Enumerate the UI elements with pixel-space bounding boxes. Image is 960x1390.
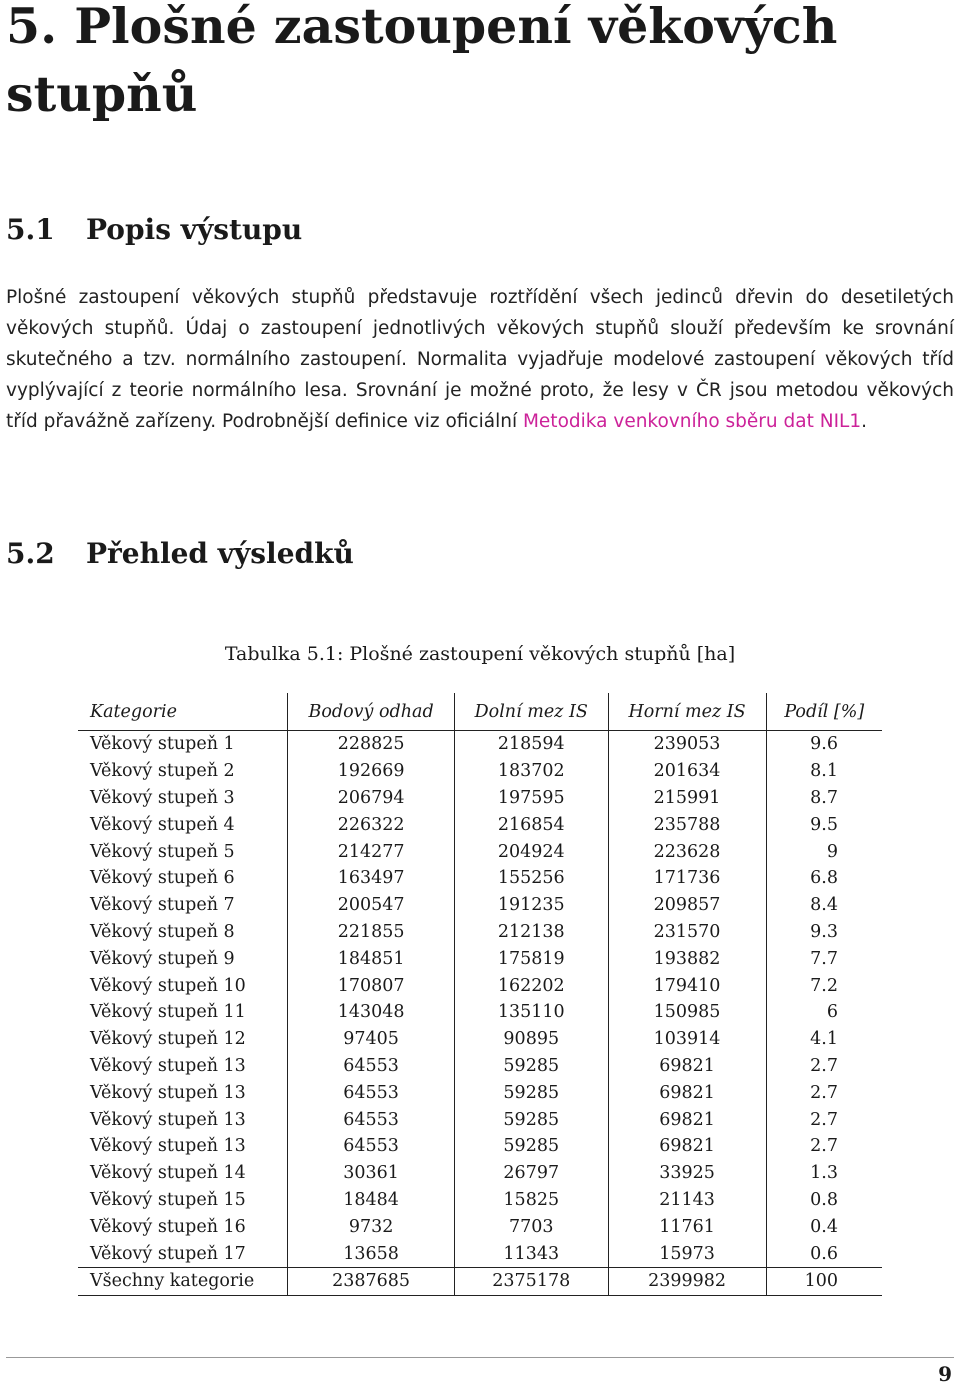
cell-lower-bound: 204924 bbox=[454, 838, 608, 865]
table-row bbox=[78, 785, 882, 812]
table-body bbox=[78, 731, 882, 1296]
cell-point-estimate: 163497 bbox=[288, 865, 455, 892]
table-row bbox=[78, 1160, 882, 1187]
cell-category: Věkový stupeň 14 bbox=[90, 1163, 246, 1184]
cell-upper-bound: 33925 bbox=[608, 1160, 766, 1187]
cell-share: 8.1 bbox=[766, 758, 882, 785]
cell-upper-bound: 223628 bbox=[608, 838, 766, 865]
table-row bbox=[78, 1053, 882, 1080]
cell-upper-bound: 15973 bbox=[608, 1240, 766, 1267]
cell-lower-bound: 216854 bbox=[454, 811, 608, 838]
cell-lower-bound: 155256 bbox=[454, 865, 608, 892]
cell-lower-bound: 212138 bbox=[454, 919, 608, 946]
cell-upper-bound: 2399982 bbox=[608, 1267, 766, 1295]
cell-share: 7.7 bbox=[766, 945, 882, 972]
section-heading-popis bbox=[6, 212, 906, 248]
table-row bbox=[78, 1240, 882, 1267]
cell-category: Věkový stupeň 13 bbox=[90, 1136, 246, 1157]
cell-share: 9.5 bbox=[766, 811, 882, 838]
table-row bbox=[78, 1187, 882, 1214]
methodology-link[interactable]: Metodika venkovního sběru dat NIL1 bbox=[522, 411, 862, 432]
cell-point-estimate: 64553 bbox=[288, 1106, 455, 1133]
cell-point-estimate: 9732 bbox=[288, 1213, 455, 1240]
cell-lower-bound: 7703 bbox=[454, 1213, 608, 1240]
cell-point-estimate: 228825 bbox=[288, 731, 455, 758]
cell-category: Věkový stupeň 3 bbox=[90, 787, 235, 808]
section-number: 5.1 bbox=[6, 213, 55, 246]
column-header-upper-bound: Horní mez IS bbox=[608, 693, 766, 731]
table-row bbox=[78, 945, 882, 972]
cell-upper-bound: 215991 bbox=[608, 785, 766, 812]
cell-upper-bound: 11761 bbox=[608, 1213, 766, 1240]
paragraph-end: . bbox=[861, 411, 867, 432]
section-title-text: Popis výstupu bbox=[86, 213, 303, 246]
table-row bbox=[78, 1026, 882, 1053]
cell-share: 100 bbox=[766, 1267, 882, 1295]
cell-upper-bound: 171736 bbox=[608, 865, 766, 892]
cell-point-estimate: 13658 bbox=[288, 1240, 455, 1267]
table-row bbox=[78, 999, 882, 1026]
chapter-title: 5. Plošné zastoupení věkových stupňů bbox=[6, 0, 838, 123]
cell-lower-bound: 11343 bbox=[454, 1240, 608, 1267]
cell-category: Věkový stupeň 9 bbox=[90, 948, 235, 969]
section-number: 5.2 bbox=[6, 537, 55, 570]
table-row bbox=[78, 972, 882, 999]
cell-upper-bound: 69821 bbox=[608, 1079, 766, 1106]
cell-category: Věkový stupeň 13 bbox=[90, 1082, 246, 1103]
cell-point-estimate: 206794 bbox=[288, 785, 455, 812]
cell-category: Věkový stupeň 1 bbox=[90, 734, 235, 755]
table-row bbox=[78, 838, 882, 865]
column-header-share: Podíl [%] bbox=[766, 693, 882, 731]
table-row bbox=[78, 731, 882, 758]
cell-point-estimate: 170807 bbox=[288, 972, 455, 999]
cell-share: 8.4 bbox=[766, 892, 882, 919]
cell-category: Věkový stupeň 17 bbox=[90, 1243, 246, 1264]
cell-upper-bound: 235788 bbox=[608, 811, 766, 838]
cell-upper-bound: 193882 bbox=[608, 945, 766, 972]
table-row bbox=[78, 1106, 882, 1133]
column-header-point-estimate: Bodový odhad bbox=[288, 693, 455, 731]
cell-lower-bound: 26797 bbox=[454, 1160, 608, 1187]
table-row bbox=[78, 892, 882, 919]
cell-point-estimate: 64553 bbox=[288, 1079, 455, 1106]
cell-category: Věkový stupeň 13 bbox=[90, 1109, 246, 1130]
cell-category: Věkový stupeň 13 bbox=[90, 1055, 246, 1076]
cell-lower-bound: 90895 bbox=[454, 1026, 608, 1053]
cell-share: 7.2 bbox=[766, 972, 882, 999]
cell-share: 9.3 bbox=[766, 919, 882, 946]
cell-point-estimate: 97405 bbox=[288, 1026, 455, 1053]
cell-category: Věkový stupeň 10 bbox=[90, 975, 246, 996]
cell-upper-bound: 69821 bbox=[608, 1106, 766, 1133]
cell-upper-bound: 209857 bbox=[608, 892, 766, 919]
cell-lower-bound: 59285 bbox=[454, 1053, 608, 1080]
cell-share: 1.3 bbox=[766, 1160, 882, 1187]
cell-upper-bound: 103914 bbox=[608, 1026, 766, 1053]
cell-point-estimate: 192669 bbox=[288, 758, 455, 785]
cell-category: Věkový stupeň 16 bbox=[90, 1216, 246, 1237]
cell-share: 9.6 bbox=[766, 731, 882, 758]
cell-share: 0.4 bbox=[766, 1213, 882, 1240]
cell-upper-bound: 150985 bbox=[608, 999, 766, 1026]
cell-lower-bound: 191235 bbox=[454, 892, 608, 919]
table-row bbox=[78, 1079, 882, 1106]
cell-upper-bound: 239053 bbox=[608, 731, 766, 758]
description-paragraph bbox=[6, 282, 954, 437]
cell-point-estimate: 226322 bbox=[288, 811, 455, 838]
cell-category: Věkový stupeň 7 bbox=[90, 895, 235, 916]
paragraph-text: Plošné zastoupení věkových stupňů představuje roztřídění všech jedinců dřevin do desetiletých věkových stupňů. Údaj o zastoupení jednotlivých věkových stupňů slouží především ke srovnání skutečného a tzv. normálního zastoupení. Normalita vyjadřuje modelové zastoupení věkových tříd vyplývající z teorie normálního lesa. Srovnání je možné proto, že lesy v ČR jsou metodou věkových tříd přavážně zařízeny. Podrobnější definice viz oficiální bbox=[6, 287, 954, 432]
cell-upper-bound: 21143 bbox=[608, 1187, 766, 1214]
cell-share: 8.7 bbox=[766, 785, 882, 812]
cell-share: 0.6 bbox=[766, 1240, 882, 1267]
cell-category: Věkový stupeň 12 bbox=[90, 1029, 246, 1050]
cell-share: 2.7 bbox=[766, 1106, 882, 1133]
cell-point-estimate: 2387685 bbox=[288, 1267, 455, 1295]
section-title-text: Přehled výsledků bbox=[86, 537, 354, 570]
cell-lower-bound: 162202 bbox=[454, 972, 608, 999]
cell-upper-bound: 69821 bbox=[608, 1133, 766, 1160]
cell-category: Věkový stupeň 2 bbox=[90, 761, 235, 782]
cell-point-estimate: 184851 bbox=[288, 945, 455, 972]
table-row bbox=[78, 758, 882, 785]
cell-point-estimate: 221855 bbox=[288, 919, 455, 946]
cell-share: 4.1 bbox=[766, 1026, 882, 1053]
cell-share: 2.7 bbox=[766, 1133, 882, 1160]
cell-point-estimate: 64553 bbox=[288, 1133, 455, 1160]
cell-share: 0.8 bbox=[766, 1187, 882, 1214]
cell-share: 2.7 bbox=[766, 1053, 882, 1080]
cell-upper-bound: 179410 bbox=[608, 972, 766, 999]
cell-share: 2.7 bbox=[766, 1079, 882, 1106]
cell-upper-bound: 69821 bbox=[608, 1053, 766, 1080]
table-row bbox=[78, 919, 882, 946]
table-row bbox=[78, 1213, 882, 1240]
cell-lower-bound: 183702 bbox=[454, 758, 608, 785]
cell-category: Věkový stupeň 5 bbox=[90, 841, 235, 862]
column-header-category: Kategorie bbox=[78, 693, 288, 731]
cell-lower-bound: 135110 bbox=[454, 999, 608, 1026]
section-heading-prehled bbox=[6, 536, 906, 572]
cell-point-estimate: 30361 bbox=[288, 1160, 455, 1187]
table-header-row bbox=[78, 693, 882, 731]
table-caption: Tabulka 5.1: Plošné zastoupení věkových stupňů [ha] bbox=[224, 643, 736, 665]
column-header-lower-bound: Dolní mez IS bbox=[454, 693, 608, 731]
table-row bbox=[78, 811, 882, 838]
cell-category: Věkový stupeň 6 bbox=[90, 868, 235, 889]
cell-share: 9 bbox=[766, 838, 882, 865]
table-total-row bbox=[78, 1267, 882, 1295]
table-row bbox=[78, 1133, 882, 1160]
cell-lower-bound: 59285 bbox=[454, 1079, 608, 1106]
cell-lower-bound: 2375178 bbox=[454, 1267, 608, 1295]
footer-divider bbox=[6, 1357, 954, 1358]
cell-lower-bound: 59285 bbox=[454, 1133, 608, 1160]
cell-category: Věkový stupeň 8 bbox=[90, 921, 235, 942]
cell-lower-bound: 59285 bbox=[454, 1106, 608, 1133]
cell-share: 6 bbox=[766, 999, 882, 1026]
cell-point-estimate: 143048 bbox=[288, 999, 455, 1026]
table-row bbox=[78, 865, 882, 892]
cell-point-estimate: 64553 bbox=[288, 1053, 455, 1080]
cell-point-estimate: 214277 bbox=[288, 838, 455, 865]
cell-share: 6.8 bbox=[766, 865, 882, 892]
cell-point-estimate: 18484 bbox=[288, 1187, 455, 1214]
cell-upper-bound: 201634 bbox=[608, 758, 766, 785]
cell-lower-bound: 197595 bbox=[454, 785, 608, 812]
cell-category: Věkový stupeň 4 bbox=[90, 814, 235, 835]
cell-category: Všechny kategorie bbox=[78, 1267, 288, 1295]
cell-point-estimate: 200547 bbox=[288, 892, 455, 919]
cell-category: Věkový stupeň 11 bbox=[90, 1002, 246, 1023]
page-number: 9 bbox=[938, 1362, 952, 1386]
cell-lower-bound: 15825 bbox=[454, 1187, 608, 1214]
cell-category: Věkový stupeň 15 bbox=[90, 1189, 246, 1210]
cell-lower-bound: 218594 bbox=[454, 731, 608, 758]
cell-lower-bound: 175819 bbox=[454, 945, 608, 972]
cell-upper-bound: 231570 bbox=[608, 919, 766, 946]
age-class-table bbox=[78, 693, 882, 1296]
